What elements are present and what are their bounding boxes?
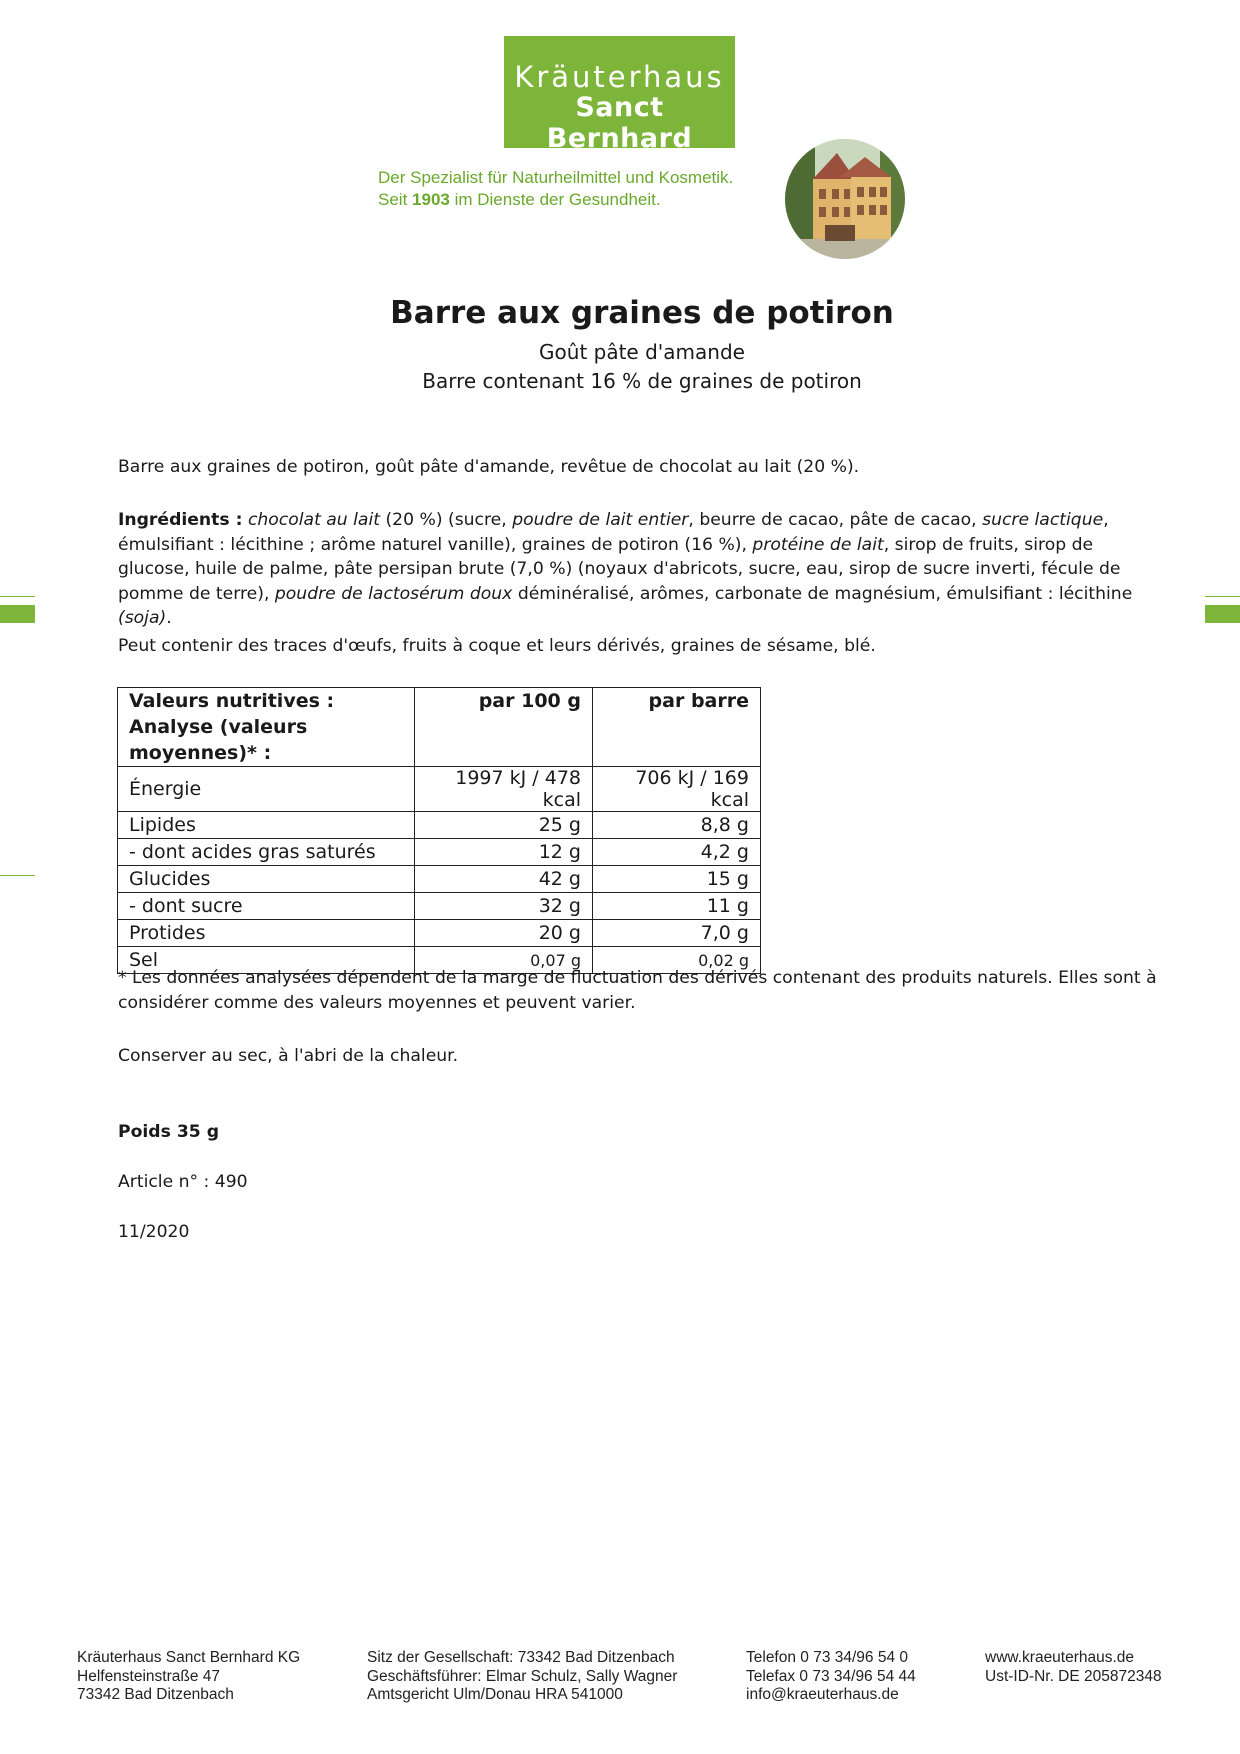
nutrition-row bbox=[118, 893, 761, 920]
margin-mark-left-block bbox=[0, 605, 35, 623]
ingredient-text: (20 %) (sucre, bbox=[379, 510, 513, 530]
tagline-prefix: Seit bbox=[378, 190, 413, 209]
footer-contact bbox=[746, 1649, 916, 1705]
nutrient-name: Lipides bbox=[118, 812, 415, 839]
nutrition-row bbox=[118, 812, 761, 839]
document-date: 11/2020 bbox=[118, 1222, 190, 1242]
nutrient-per100: 42 g bbox=[415, 866, 593, 893]
margin-mark-right-line bbox=[1205, 596, 1240, 597]
ingredient-text: sucre lactique bbox=[982, 510, 1104, 530]
product-subtitle-1: Goût pâte d'amande bbox=[539, 340, 745, 364]
footer-fax: Telefax 0 73 34/96 54 44 bbox=[746, 1667, 916, 1685]
nutrition-row bbox=[118, 767, 761, 812]
nutrition-table bbox=[117, 687, 761, 974]
nutrient-per100: 12 g bbox=[415, 839, 593, 866]
nutrient-perbar: 11 g bbox=[593, 893, 761, 920]
footer-phone: Telefon 0 73 34/96 54 0 bbox=[746, 1649, 909, 1666]
footer-line: Kräuterhaus Sanct Bernhard KG bbox=[77, 1649, 301, 1666]
nutrient-per100: 0,07 g bbox=[415, 947, 593, 974]
tagline-line-1: Der Spezialist für Naturheilmittel und Kosmetik. bbox=[378, 168, 734, 187]
product-title: Barre aux graines de potiron bbox=[390, 295, 894, 331]
nutrition-header-line-2: Analyse (valeurs moyennes)* : bbox=[129, 716, 308, 764]
fold-mark-left bbox=[0, 875, 35, 876]
allergen-traces: Peut contenir des traces d'œufs, fruits à coque et leurs dérivés, graines de sésame, blé. bbox=[118, 636, 876, 656]
nutrient-perbar: 4,2 g bbox=[593, 839, 761, 866]
nutrient-name: Énergie bbox=[118, 767, 415, 812]
brand-logo bbox=[504, 36, 735, 154]
nutrition-header-row bbox=[118, 688, 761, 767]
nutrient-perbar: 706 kJ / 169 kcal bbox=[593, 767, 761, 812]
margin-mark-right-block bbox=[1205, 605, 1240, 623]
footer-line: Helfensteinstraße 47 bbox=[77, 1667, 221, 1685]
ingredient-text: protéine de lait bbox=[752, 534, 884, 555]
ingredient-text: déminéralisé, arômes, carbonate de magnésium, émulsifiant : lécithine bbox=[512, 583, 1133, 604]
footer-web bbox=[985, 1649, 1162, 1686]
nutrition-header-line-1: Valeurs nutritives : bbox=[129, 690, 335, 712]
product-subtitle-2: Barre contenant 16 % de graines de potiron bbox=[422, 369, 862, 393]
nutrient-name: - dont acides gras saturés bbox=[118, 839, 415, 866]
nutrient-per100: 20 g bbox=[415, 920, 593, 947]
analysis-footnote: * Les données analysées dépendent de la marge de fluctuation des dérivés contenant des produits naturels. Elles sont à considérer comme des valeurs moyennes et peuvent varier. bbox=[118, 968, 1157, 1013]
nutrient-perbar: 15 g bbox=[593, 866, 761, 893]
nutrition-row bbox=[118, 920, 761, 947]
ingredient-text: (soja) bbox=[118, 608, 167, 628]
logo-line-2: Sanct Bernhard bbox=[546, 92, 693, 154]
product-weight: Poids 35 g bbox=[118, 1122, 220, 1142]
ingredient-text: , sirop de fruits, sirop de glucose, huile de palme, pâte persipan brute (7,0 %) (noyaux d'abricots, sucre, eau, sirop de sucre inverti, fécule de pomme de terre), bbox=[118, 534, 1121, 604]
product-description: Barre aux graines de potiron, goût pâte d'amande, revêtue de chocolat au lait (20 %). bbox=[118, 457, 860, 477]
footer-registration bbox=[367, 1649, 677, 1705]
house-photo-badge bbox=[785, 139, 905, 259]
ingredient-text: poudre de lait entier bbox=[512, 510, 689, 530]
nutrient-per100: 32 g bbox=[415, 893, 593, 920]
nutrient-perbar: 0,02 g bbox=[593, 947, 761, 974]
margin-mark-left-line bbox=[0, 596, 35, 597]
nutrition-header-perbar: par barre bbox=[593, 688, 761, 767]
nutrition-row bbox=[118, 866, 761, 893]
footer-line: 73342 Bad Ditzenbach bbox=[77, 1686, 234, 1703]
footer-line: Sitz der Gesellschaft: 73342 Bad Ditzenbach bbox=[367, 1649, 675, 1666]
nutrient-name: Protides bbox=[118, 920, 415, 947]
ingredient-text: , émulsifiant : lécithine ; arôme naturel vanille), graines de potiron (16 %), bbox=[118, 510, 1109, 555]
ingredients-label: Ingrédients : bbox=[118, 510, 243, 530]
nutrient-name: Glucides bbox=[118, 866, 415, 893]
nutrition-header-label bbox=[118, 688, 415, 767]
ingredient-text: . bbox=[166, 608, 172, 628]
logo-line-1: Kräuterhaus bbox=[514, 60, 725, 94]
nutrient-per100: 25 g bbox=[415, 812, 593, 839]
storage-note: Conserver au sec, à l'abri de la chaleur. bbox=[118, 1046, 459, 1066]
nutrient-perbar: 7,0 g bbox=[593, 920, 761, 947]
tagline-suffix: im Dienste der Gesundheit. bbox=[449, 190, 661, 209]
nutrient-perbar: 8,8 g bbox=[593, 812, 761, 839]
ingredients-paragraph bbox=[118, 508, 1158, 631]
tagline-year: 1903 bbox=[412, 190, 450, 209]
footer-website-link[interactable]: www.kraeuterhaus.de bbox=[985, 1649, 1135, 1666]
ingredient-text: poudre de lactosérum doux bbox=[274, 583, 513, 604]
article-number: Article n° : 490 bbox=[118, 1172, 248, 1192]
nutrient-name: Sel bbox=[118, 947, 415, 974]
ingredient-text: , beurre de cacao, pâte de cacao, bbox=[688, 510, 983, 530]
nutrient-per100: 1997 kJ / 478 kcal bbox=[415, 767, 593, 812]
nutrient-name: - dont sucre bbox=[118, 893, 415, 920]
nutrition-header-per100: par 100 g bbox=[415, 688, 593, 767]
footer-vat-id: Ust-ID-Nr. DE 205872348 bbox=[985, 1667, 1162, 1685]
footer-email-link[interactable]: info@kraeuterhaus.de bbox=[746, 1686, 899, 1703]
ingredient-text: chocolat au lait bbox=[247, 510, 380, 530]
footer-line: Geschäftsführer: Elmar Schulz, Sally Wagner bbox=[367, 1667, 678, 1685]
footer-line: Amtsgericht Ulm/Donau HRA 541000 bbox=[367, 1686, 623, 1703]
footer-company-address bbox=[77, 1649, 300, 1705]
nutrition-row bbox=[118, 839, 761, 866]
tagline-line-2 bbox=[378, 190, 661, 210]
